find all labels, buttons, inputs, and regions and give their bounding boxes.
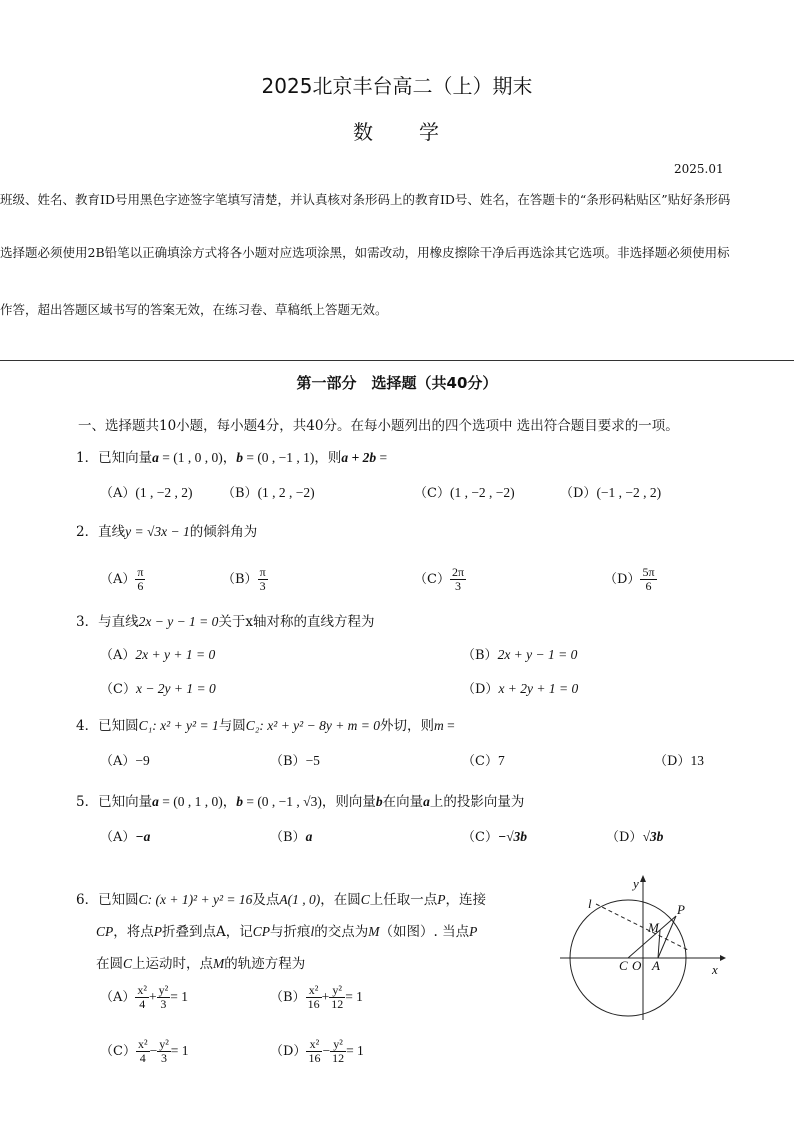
exam-title: 2025北京丰台高二（上）期末 [261, 74, 533, 98]
q4-circle-c1: C₁: x² + y² = 1 [138, 718, 219, 733]
q4-option-c: （C）7 [462, 753, 505, 769]
q2-equation: y = √3x − 1 [125, 524, 190, 539]
note-line-3: 作答，超出答题区域书写的答案无效，在练习卷、草稿纸上答题无效。 [0, 302, 388, 317]
q5-option-a: （A）−a [100, 829, 151, 845]
q4-option-d: （D）13 [654, 753, 704, 769]
q1-option-b: （B）(1 , 2 , −2) [222, 485, 315, 501]
question-3: 3．与直线2x − y − 1 = 0关于x轴对称的直线方程为 [76, 614, 375, 630]
x-axis-arrow [720, 955, 726, 961]
label-m: M [648, 920, 659, 935]
question-2: 2．直线y = √3x − 1的倾斜角为 [76, 524, 258, 540]
divider [0, 360, 794, 361]
q1-pre: 已知向量 [98, 450, 153, 466]
q3-option-d: （D）x + 2y + 1 = 0 [462, 681, 579, 697]
question-4: 4．已知圆C₁: x² + y² = 1与圆C₂: x² + y² − 8y + m = 0外切，则m = [76, 718, 455, 734]
label-o: O [632, 958, 642, 973]
question-5: 5．已知向量a = (0 , 1 , 0)，b = (0 , −1 , √3)，则向量b在向量a上的投影向量为 [76, 794, 525, 810]
q4-option-b: （B）−5 [270, 753, 320, 769]
q2-option-a: （A） $\frac{\pi}{6}$ [100, 565, 144, 593]
note-line-1: 班级、姓名、教育ID号用黑色字迹签字笔填写清楚，并认真核对条形码上的教育ID号、姓名，在答题卡的“条形码粘贴区”贴好条形码 [0, 192, 731, 207]
exam-date: 2025.01 [674, 162, 724, 176]
q3-option-a: （A）2x + y + 1 = 0 [100, 647, 216, 663]
q5-option-c: （C）−√3b [462, 829, 528, 845]
q1-sep: ， [222, 450, 237, 466]
question-6-line-1: 6．已知圆C: (x + 1)² + y² = 16及点A(1 , 0)，在圆C上任取一点P，连接 [76, 892, 487, 908]
label-a: A [652, 958, 660, 973]
note-line-2: 选择题必须使用2B铅笔以正确填涂方式将各小题对应选项涂黑，如需改动，用橡皮擦除干净后再选涂其它选项。非选择题必须使用标 [0, 245, 730, 260]
q1-eq-a: = (1 , 0 , 0) [158, 450, 223, 465]
label-x: x [712, 962, 718, 977]
question-6-line-2: CP，将点P折叠到点A，记CP与折痕l的交点为M（如图）. 当点P [96, 924, 478, 940]
q6-option-d: （D） $\frac{\text{x²}}{16}$ − $\frac{\text{y²}}{12}$ = 1 [270, 1037, 364, 1065]
q1-option-c: （C）(1 , −2 , −2) [414, 485, 515, 501]
q6-option-a: （A） $\frac{\text{x²}}{4}$ + $\frac{\text{y²}}{3}$ = 1 [100, 983, 188, 1011]
exam-subject: 数 学 [353, 120, 441, 144]
q2-option-d: （D） $\frac{5\pi}{6}$ [604, 565, 655, 593]
q1-mid: ，则 [314, 450, 342, 466]
q4-option-a: （A）−9 [100, 753, 150, 769]
q6-figure [560, 870, 730, 1030]
q3-option-b: （B）2x + y − 1 = 0 [462, 647, 578, 663]
label-c: C [619, 958, 628, 973]
fold-line-l [596, 904, 688, 950]
q1-eq-b: = (0 , −1 , 1) [242, 450, 315, 465]
q5-option-d: （D）√3b [606, 829, 664, 845]
label-p: P [677, 902, 685, 917]
q2-option-b: （B） $\frac{\pi}{3}$ [222, 565, 266, 593]
question-1 [76, 446, 387, 466]
question-6-line-3: 在圆C上运动时，点M的轨迹方程为 [96, 956, 306, 972]
y-axis-arrow [640, 875, 646, 882]
q1-vec-b: b [236, 450, 243, 465]
q3-option-c: （C）x − 2y + 1 = 0 [100, 681, 216, 697]
q1-number: 1． [76, 450, 99, 466]
section-intro: 一、选择题共10小题，每小题4分，共40分。在每小题列出的四个选项中 选出符合题目要求的一项。 [78, 418, 679, 434]
q1-option-d: （D）(−1 , −2 , 2) [560, 485, 662, 501]
q1-vec-a: a [152, 450, 159, 465]
q5-option-b: （B）a [270, 829, 313, 845]
q1-end: = [376, 450, 388, 465]
q1-option-a: （A）(1 , −2 , 2) [100, 485, 193, 501]
part-title: 第一部分 选择题（共40分） [296, 374, 498, 392]
q6-option-b: （B） $\frac{\text{x²}}{16}$ + $\frac{\text{y²}}{12}$ = 1 [270, 983, 363, 1011]
q2-option-c: （C） $\frac{2\pi}{3}$ [414, 565, 465, 593]
label-l: l [588, 896, 592, 911]
q6-option-c: （C） $\frac{\text{x²}}{4}$ − $\frac{\text{y²}}{3}$ = 1 [100, 1037, 189, 1065]
q3-equation: 2x − y − 1 = 0 [138, 614, 219, 629]
q4-circle-c2: C₂: x² + y² − 8y + m = 0 [245, 718, 381, 733]
q1-expr: a + 2b [341, 450, 377, 465]
label-y: y [633, 876, 639, 891]
segment-pa [658, 916, 676, 958]
